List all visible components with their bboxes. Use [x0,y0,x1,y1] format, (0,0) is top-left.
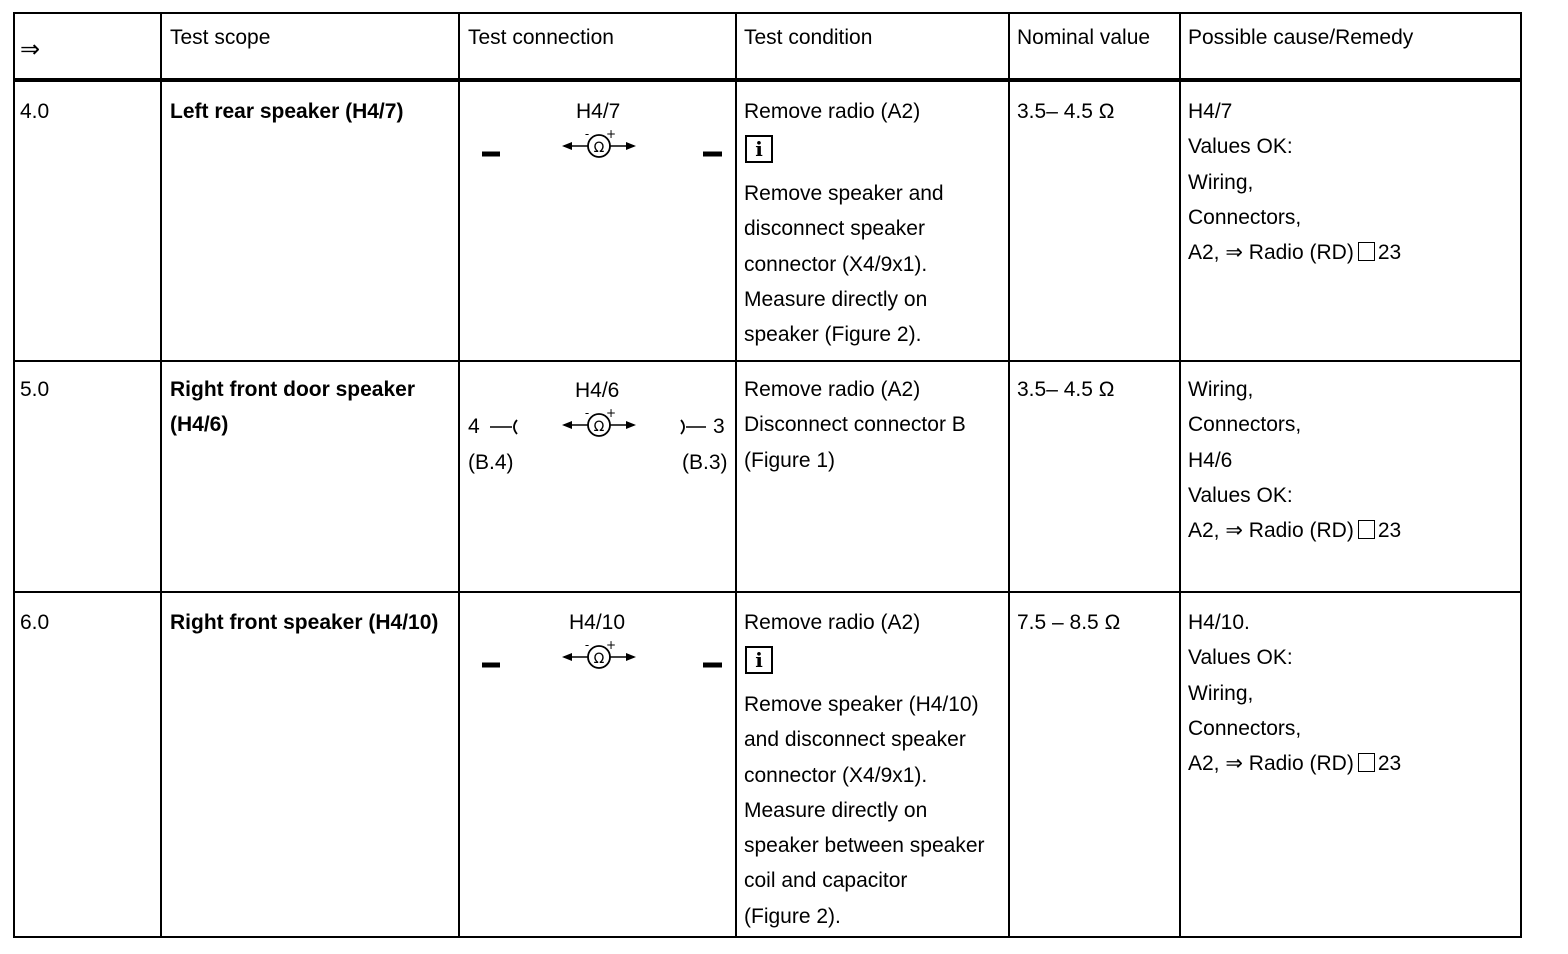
row-divider [15,591,1520,593]
connection-diagram [460,379,735,489]
svg-text:Ω: Ω [593,419,605,435]
svg-text:-: - [584,127,590,141]
svg-text:Ω: Ω [593,140,605,156]
svg-text:-: - [584,406,590,420]
condition-line: Remove radio (A2) [744,611,921,634]
header-test-connection: Test connection [468,26,614,49]
step-number: 4.0 [20,100,50,123]
nominal-value: 7.5 – 8.5 Ω [1017,611,1121,634]
component-label: H4/10 [569,611,626,634]
condition-text: Remove speaker and disconnect speaker connector (X4/9x1). Measure directly on speaker (Figure 2). [744,182,944,347]
info-icon: i [745,640,773,675]
reference-box-icon [1358,520,1375,539]
remedy-text: H4/7 Values OK: Wiring, Connectors, A2, ⇒ Radio (RD) 23 [1188,100,1402,265]
reference-box-icon [1358,242,1375,261]
header-test-scope: Test scope [170,26,271,49]
test-scope: Left rear speaker (H4/7) [170,100,404,123]
nominal-value: 3.5– 4.5 Ω [1017,100,1115,123]
pin-label: 3 [713,415,725,438]
remedy-text: H4/10. Values OK: Wiring, Connectors, A2, ⇒ Radio (RD) 23 [1188,611,1402,776]
svg-text:Ω: Ω [593,651,605,667]
header-cause-remedy: Possible cause/Remedy [1188,26,1414,49]
row-divider [15,360,1520,362]
info-icon: i [745,129,773,164]
test-scope: Right front door speaker (H4/6) [170,378,416,437]
test-table [13,12,1522,938]
svg-text:+: + [605,406,617,420]
condition-text: Remove speaker (H4/10) and disconnect speaker connector (X4/9x1). Measure directly on speaker between speaker coil and capacitor (Figure 2). [744,693,985,928]
svg-text:+: + [605,638,617,652]
component-label: H4/6 [575,379,620,402]
svg-text:+: + [605,127,617,141]
test-scope: Right front speaker (H4/10) [170,611,439,634]
header-test-condition: Test condition [744,26,873,49]
column-divider [1008,14,1010,936]
connection-diagram [460,100,735,210]
pin-reference: (B.3) [682,451,728,474]
svg-text:-: - [584,638,590,652]
remedy-text: Wiring, Connectors, H4/6 Values OK: A2, ⇒ Radio (RD) 23 [1188,378,1402,543]
column-divider [1179,14,1181,936]
header-divider [15,78,1520,82]
step-number: 6.0 [20,611,50,634]
condition-line: Remove radio (A2) [744,100,921,123]
condition-text: Remove radio (A2) Disconnect connector B (Figure 1) [744,378,966,472]
pin-label: 4 [468,415,480,438]
header-nominal-value: Nominal value [1017,26,1151,49]
column-divider [160,14,162,936]
column-divider [735,14,737,936]
step-number: 5.0 [20,378,50,401]
nominal-value: 3.5– 4.5 Ω [1017,378,1115,401]
pin-reference: (B.4) [468,451,514,474]
component-label: H4/7 [576,100,621,123]
connection-diagram [460,611,735,721]
reference-box-icon [1358,753,1375,772]
header-arrow: ⇒ [20,36,41,63]
